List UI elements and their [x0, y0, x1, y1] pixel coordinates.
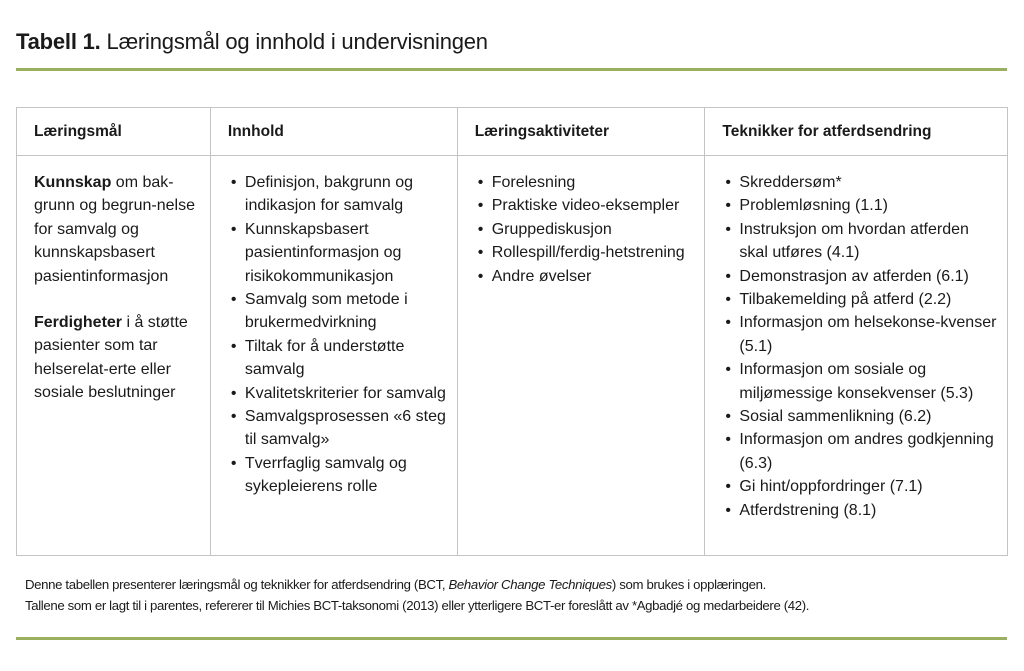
header-innhold: Innhold	[210, 108, 457, 156]
footnote-italic: Behavior Change Techniques	[448, 577, 612, 592]
list-item: • Tilbakemelding på atferd (2.2)	[722, 288, 999, 311]
list-item: • Gruppediskusjon	[475, 218, 697, 241]
list-item: • Instruksjon om hvordan atferden skal utføres (4.1)	[722, 218, 999, 265]
list-item: • Samvalg som metode i brukermedvirkning	[228, 288, 449, 335]
header-laeringsaktiviteter: Læringsaktiviteter	[457, 108, 705, 156]
list-item: • Tverrfaglig samvalg og sykepleierens rolle	[228, 452, 449, 499]
list-item: • Andre øvelser	[475, 265, 697, 288]
list-item: • Forelesning	[475, 171, 697, 194]
innhold-list	[228, 171, 449, 499]
list-item: • Tiltak for å understøtte samvalg	[228, 335, 449, 382]
caption-text: Læringsmål og innhold i undervisningen	[106, 29, 488, 54]
list-item: • Rollespill/ferdig-hetstrening	[475, 241, 697, 264]
cell-teknikker	[705, 156, 1008, 556]
header-laeringsmal: Læringsmål	[17, 108, 211, 156]
list-item: • Gi hint/oppfordringer (7.1)	[722, 475, 999, 498]
caption-label: Tabell 1.	[16, 29, 101, 54]
list-item: • Informasjon om sosiale og miljømessige konsekvenser (5.3)	[722, 358, 999, 405]
list-item: • Kunnskapsbasert pasientinformasjon og risikokommunikasjon	[228, 218, 449, 288]
list-item: • Kvalitetskriterier for samvalg	[228, 382, 449, 405]
list-item: • Informasjon om helsekonse-kvenser (5.1)	[722, 311, 999, 358]
header-teknikker: Teknikker for atferdsendring	[705, 108, 1008, 156]
cell-laeringsmal	[17, 156, 211, 556]
table-row	[17, 156, 1008, 556]
aktiviteter-list	[475, 171, 697, 288]
list-item: • Definisjon, bakgrunn og indikasjon for samvalg	[228, 171, 449, 218]
list-item: • Demonstrasjon av atferden (6.1)	[722, 265, 999, 288]
header-row	[17, 108, 1008, 156]
goal-keyword: Kunnskap	[34, 174, 112, 191]
list-item: • Samvalgsprosessen «6 steg til samvalg»	[228, 405, 449, 452]
footnote-text: ) som brukes i opplæringen.	[611, 577, 766, 592]
footnote-line-2: Tallene som er lagt til i parentes, refererer til Michies BCT-taksonomi (2013) eller ytterligere BCT-er foreslått av *Agbadjé og medarbeidere (42).	[25, 598, 810, 613]
learning-goals-table	[16, 107, 1008, 556]
goal-text: om bak-grunn og begrun-nelse for samvalg og kunnskapsbasert pasientinformasjon	[34, 174, 196, 285]
goal-skills	[34, 311, 202, 405]
list-item: • Praktiske video-eksempler	[475, 194, 697, 217]
list-item: • Problemløsning (1.1)	[722, 194, 999, 217]
table-footnote	[25, 574, 809, 616]
footnote-text: Denne tabellen presenterer læringsmål og teknikker for atferdsendring (BCT,	[25, 577, 449, 592]
goal-text: i å støtte pasienter som tar helserelat-erte eller sosiale beslutninger	[34, 314, 188, 402]
bottom-divider	[16, 637, 1007, 640]
top-divider	[16, 68, 1007, 71]
list-item: • Atferdstrening (8.1)	[722, 499, 999, 522]
list-item: • Sosial sammenlikning (6.2)	[722, 405, 999, 428]
list-item: • Skreddersøm*	[722, 171, 999, 194]
table-caption	[16, 28, 488, 56]
teknikker-list	[722, 171, 999, 522]
goal-knowledge	[34, 171, 202, 288]
cell-innhold	[210, 156, 457, 556]
footnote-line-1	[25, 574, 809, 595]
goal-keyword: Ferdigheter	[34, 314, 123, 332]
cell-laeringsaktiviteter	[457, 156, 705, 556]
list-item: • Informasjon om andres godkjenning (6.3)	[722, 428, 999, 475]
